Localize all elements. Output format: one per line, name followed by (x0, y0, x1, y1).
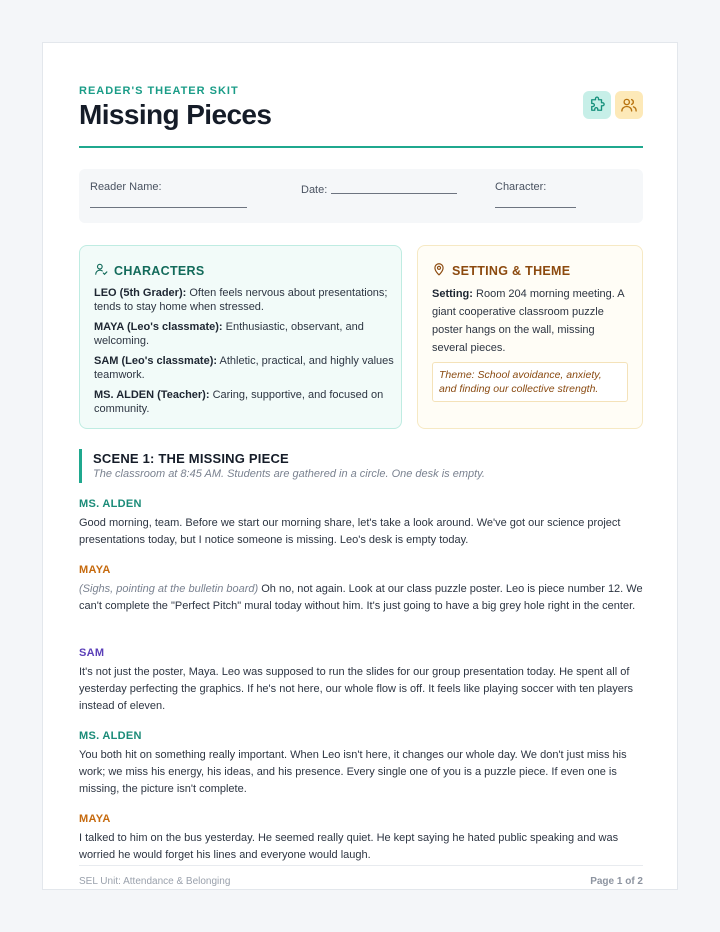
dialogue-line (79, 647, 643, 715)
scene-title: SCENE 1: THE MISSING PIECE (93, 451, 289, 466)
speaker-name: MAYA (79, 813, 111, 825)
dialogue-text: I talked to him on the bus yesterday. He seemed really quiet. He kept saying he hated public speaking and was worried he would forget his lines and everyone would laugh. (79, 832, 619, 861)
scene-direction: The classroom at 8:45 AM. Students are gathered in a circle. One desk is empty. (93, 468, 485, 480)
speaker-name: MAYA (79, 564, 111, 576)
characters-heading: CHARACTERS (94, 262, 205, 279)
speaker-name: SAM (79, 647, 105, 659)
footer-unit: SEL Unit: Attendance & Belonging (79, 876, 231, 887)
worksheet-page (42, 42, 678, 890)
list-item: MS. ALDEN (Teacher): Caring, supportive, and focused on community. (94, 389, 384, 415)
date-field[interactable] (331, 193, 457, 194)
list-item: LEO (5th Grader): Often feels nervous about presentations; tends to stay home when stressed. (94, 287, 388, 313)
setting-heading: SETTING & THEME (432, 262, 570, 279)
dialogue-line (79, 498, 643, 549)
scene-accent-bar (79, 449, 82, 483)
setting-card (417, 245, 643, 429)
list-item: SAM (Leo's classmate): Athletic, practical, and highly values teamwork. (94, 355, 394, 381)
character-label: Character: (495, 181, 547, 193)
user-icon (94, 262, 108, 279)
dialogue-text: You both hit on something really important. When Leo isn't here, it changes our whole day. We don't just miss his work; we miss his energy, his ideas, and his presence. Every single one of you is a puzzle piece. If even one is missing, the picture isn't complete. (79, 749, 627, 795)
dialogue-line (79, 564, 643, 615)
character-list (94, 286, 394, 422)
reader-info-box (79, 169, 643, 223)
dialogue-text: It's not just the poster, Maya. Leo was supposed to run the slides for our group presentation today. He spent all of yesterday perfecting the graphics. If he's not here, our whole flow is off. It feels like playing soccer with ten players instead of eleven. (79, 666, 634, 712)
page-number: Page 1 of 2 (590, 876, 643, 887)
puzzle-icon (583, 91, 611, 119)
list-item: MAYA (Leo's classmate): Enthusiastic, observant, and welcoming. (94, 321, 364, 347)
scene-header (79, 449, 643, 483)
theme-note: Theme: School avoidance, anxiety, and finding our collective strength. (432, 362, 628, 402)
reader-name-label: Reader Name: (90, 181, 162, 193)
setting-description: Setting: Room 204 morning meeting. A giant cooperative classroom puzzle poster hangs on the wall, missing several pieces. (432, 288, 624, 354)
dialogue-text: Good morning, team. Before we start our morning share, let's take a look around. We've got our science project presentations today, but I notice someone is missing. Leo's desk is empty today. (79, 517, 621, 546)
character-field[interactable] (495, 207, 576, 208)
dialogue-line (79, 813, 643, 864)
footer-divider (79, 865, 643, 866)
speaker-name: MS. ALDEN (79, 730, 142, 742)
dialogue-text: (Sighs, pointing at the bulletin board) Oh no, not again. Look at our class puzzle poster. Leo is piece number 12. We can't complete the "Perfect Pitch" mural today without him. It's just going to have a big grey hole right in the center. (79, 583, 643, 612)
map-pin-icon (432, 262, 446, 279)
title-divider (79, 146, 643, 148)
dialogue-line (79, 730, 643, 798)
users-icon (615, 91, 643, 119)
stage-direction: (Sighs, pointing at the bulletin board) (79, 583, 259, 595)
reader-name-field[interactable] (90, 207, 247, 208)
date-label: Date: (301, 184, 328, 196)
header-icons (583, 91, 643, 119)
doc-kicker: READER'S THEATER SKIT (79, 85, 239, 97)
characters-card (79, 245, 402, 429)
speaker-name: MS. ALDEN (79, 498, 142, 510)
page-title: Missing Pieces (79, 99, 272, 130)
